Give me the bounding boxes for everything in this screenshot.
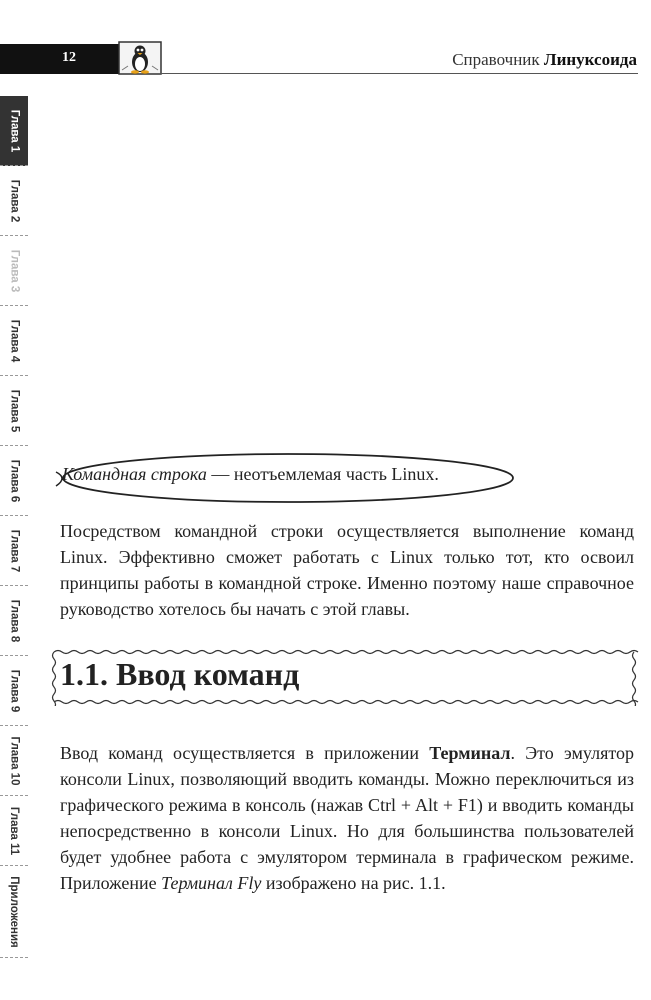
section-heading: 1.1. Ввод команд (60, 656, 300, 692)
chapter-tab-10 (0, 726, 28, 796)
chapter-tab-label: Глава 11 (8, 806, 21, 855)
chapter-tabs (0, 96, 28, 958)
chapter-tab-label: Глава 3 (8, 249, 20, 292)
section-heading-frame (50, 648, 640, 706)
chapter-tab-8 (0, 586, 28, 656)
header-page-block (0, 44, 120, 74)
chapter-tab-label: Глава 7 (8, 529, 20, 572)
chapter-tab-label: Глава 5 (8, 389, 20, 432)
chapter-tab-label: Глава 6 (8, 459, 20, 502)
chapter-tab-label: Глава 10 (8, 736, 21, 785)
chapter-tab-label: Приложения (8, 875, 21, 948)
chapter-tab-4 (0, 306, 28, 376)
chapter-tab-9 (0, 656, 28, 726)
page-number: 12 (62, 50, 76, 65)
chapter-tab-label: Глава 8 (8, 599, 20, 642)
chapter-tab-label: Глава 4 (8, 319, 20, 362)
intro-paragraph: Посредством командной строки осуществляется выполнение команд Linux. Эффективно сможет работать с Linux только тот, кто освоил принципы работы в командной строке. Именно поэтому наше справочное руководство хотелось бы начать с этой главы. (60, 521, 634, 619)
body-paragraph: Ввод команд осуществляется в приложении Терминал. Это эмулятор консоли Linux, позволяющий вводить команды. Можно переключиться из графического режима в консоль (нажав Ctrl + Alt + F1) и вводить команды непосредственно в консоли Linux. Но для большинства пользователей будет удобнее работа с эмулятором терминала в графическом режиме. Приложение Терминал Fly изображено на рис. 1.1. (60, 743, 634, 893)
chapter-tab-12 (0, 866, 28, 958)
chapter-tab-label: Глава 2 (8, 179, 20, 222)
chapter-tab-1 (0, 96, 28, 166)
chapter-tab-label: Глава 9 (8, 669, 20, 712)
chapter-tab-3 (0, 236, 28, 306)
header-rule (160, 73, 638, 74)
book-title: Справочник Линуксоида (452, 50, 637, 69)
chapter-tab-7 (0, 516, 28, 586)
chapter-tab-5 (0, 376, 28, 446)
chapter-tab-2 (0, 166, 28, 236)
chapter-tab-label: Глава 1 (8, 109, 20, 152)
callout-text: Командная строка — неотъемлемая часть Linux. (62, 464, 439, 484)
chapter-tab-6 (0, 446, 28, 516)
callout-oval (48, 448, 518, 506)
tux-penguin-icon (118, 40, 162, 76)
chapter-tab-11 (0, 796, 28, 866)
